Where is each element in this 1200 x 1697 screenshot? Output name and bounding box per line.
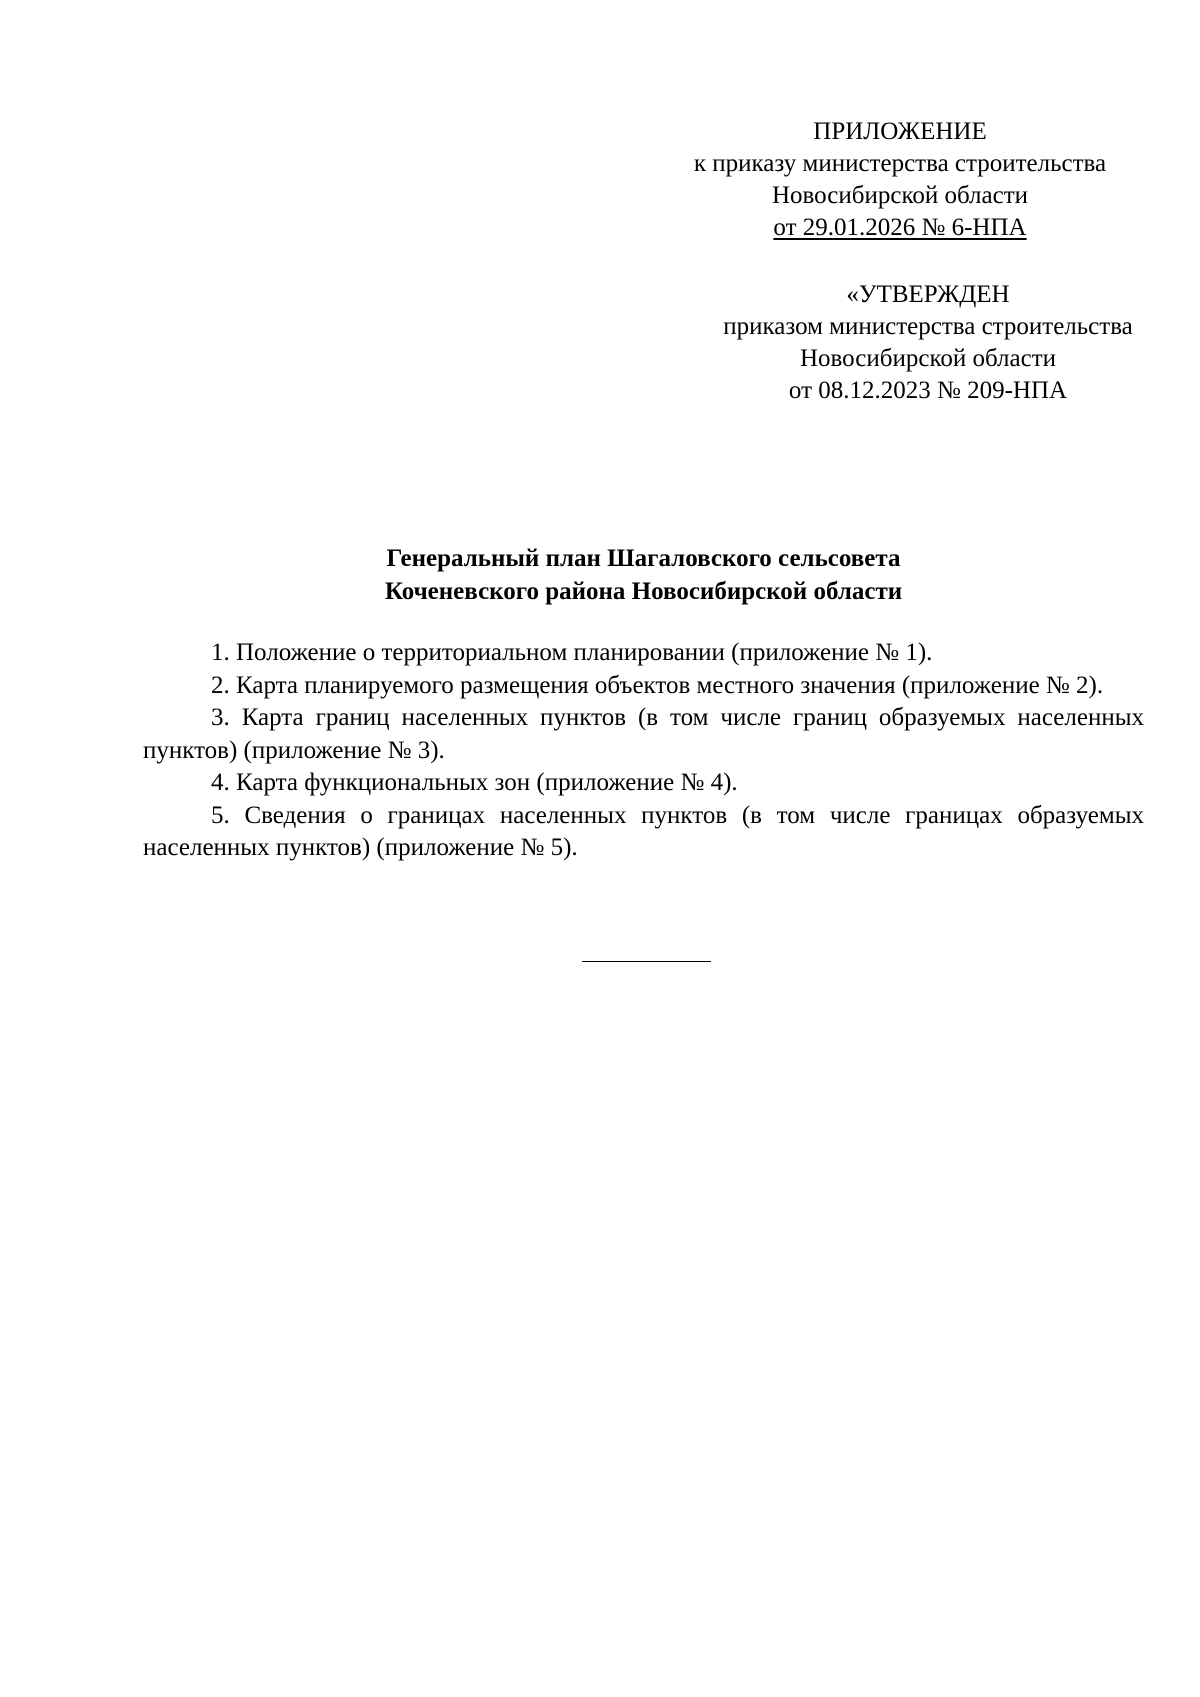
closing-divider — [582, 961, 711, 962]
appendix-header — [600, 116, 1200, 244]
list-item: 5. Сведения о границах населенных пунктов (в том числе границах образуемых населенных пунктов) (приложение № 5). — [143, 801, 1144, 861]
approved-order-line: приказом министерства строительства — [723, 313, 1133, 340]
list-item: 1. Положение о территориальном планировании (приложение № 1). — [211, 639, 933, 666]
approved-date-number: от 08.12.2023 № 209-НПА — [788, 377, 1068, 404]
approved-heading: «УТВЕРЖДЕН — [846, 281, 1010, 308]
appendix-order-line: к приказу министерства строительства — [693, 150, 1107, 177]
approval-stamp-block — [628, 279, 1200, 407]
appendix-region-line: Новосибирской области — [771, 182, 1029, 209]
appendix-date-number: от 29.01.2026 № 6-НПА — [773, 214, 1027, 241]
title-line-1: Генеральный план Шагаловского сельсовета — [386, 545, 901, 572]
document-title — [143, 542, 1144, 608]
list-item: 2. Карта планируемого размещения объектов местного значения (приложение № 2). — [211, 671, 1104, 699]
title-line-2: Коченевского района Новосибирской области — [384, 578, 903, 605]
appendix-heading: ПРИЛОЖЕНИЕ — [813, 118, 987, 145]
approved-region-line: Новосибирской области — [799, 345, 1057, 372]
list-item: 3. Карта границ населенных пунктов (в том числе границ образуемых населенных пунктов) (приложение № 3). — [143, 704, 1144, 764]
list-item: 4. Карта функциональных зон (приложение № 4). — [211, 769, 738, 796]
appendix-items-list — [143, 637, 1144, 865]
